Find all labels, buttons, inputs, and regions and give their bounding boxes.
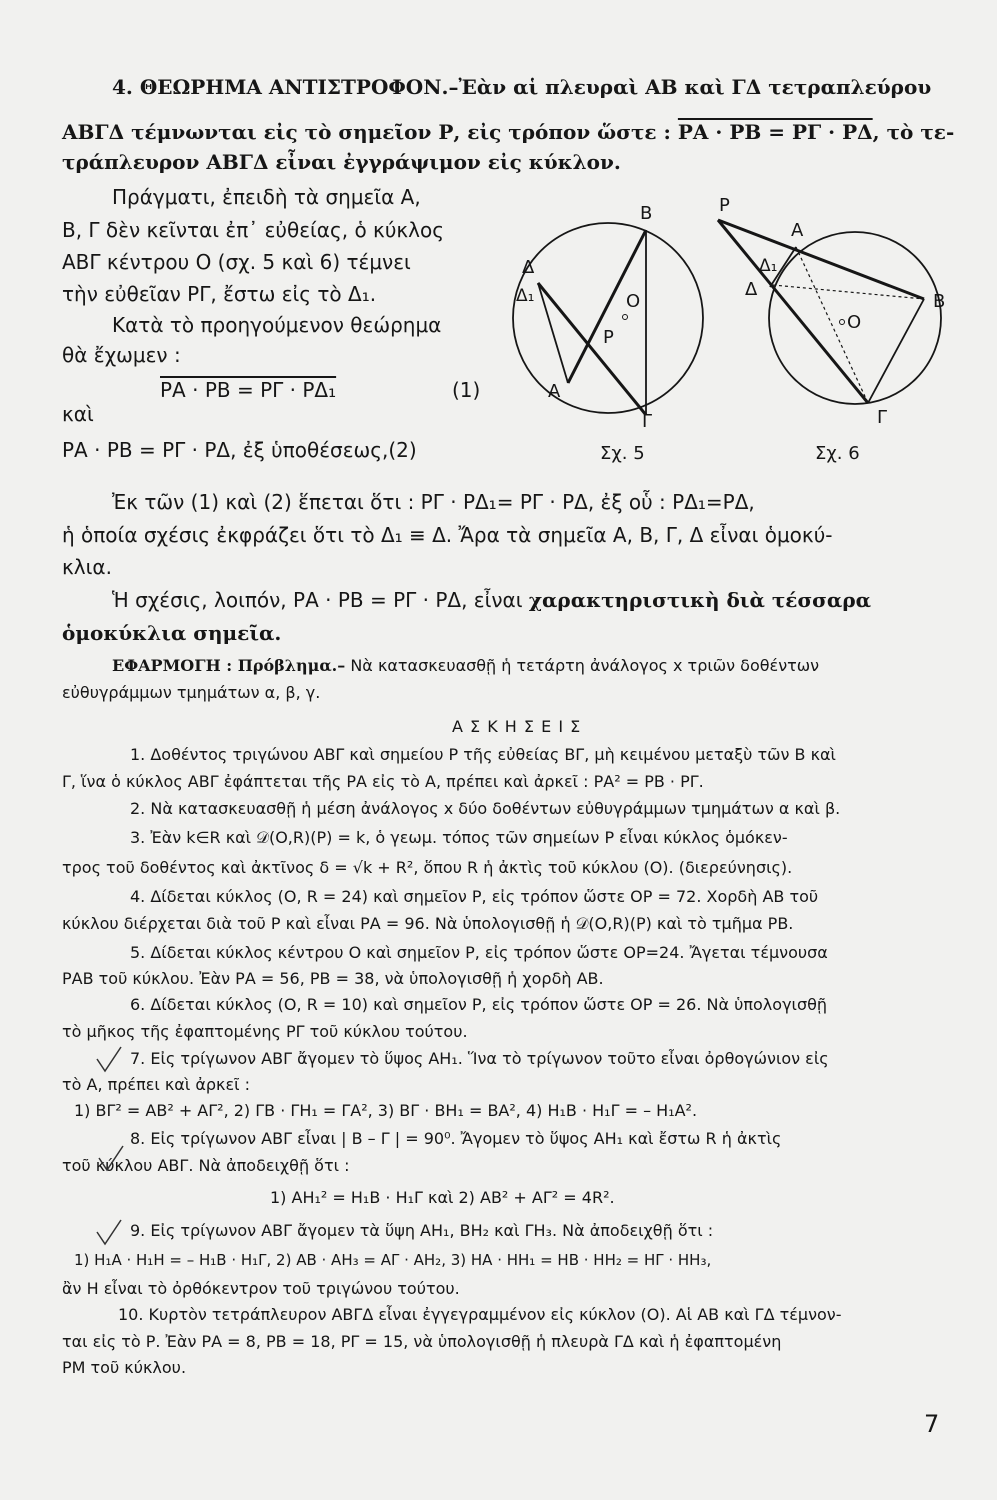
equation-1-text: ΡΑ · ΡΒ = ΡΓ · ΡΔ₁	[160, 378, 337, 402]
theorem-line-1	[112, 75, 931, 99]
characteristic-emphasis: χαρακτηριστικὴ διὰ τέσσαρα	[528, 588, 872, 612]
equation-1-number: (1)	[452, 378, 481, 402]
application-label: ΕΦΑΡΜΟΓΗ : Πρόβλημα.–	[112, 656, 346, 675]
application-line-2: εὐθυγράμμων τμημάτων α, β, γ.	[62, 683, 321, 702]
exercise-7-line: τὸ Α, πρέπει καὶ ἀρκεῖ :	[62, 1075, 250, 1094]
checkmark-icon	[97, 1144, 127, 1174]
fig6-label-p: Ρ	[719, 195, 730, 216]
fig5-label-p: Ρ	[603, 327, 614, 348]
characteristic-line-2: ὁμοκύκλια σημεῖα.	[62, 621, 282, 645]
theorem-line-3: τράπλευρον ΑΒΓΔ εἶναι ἐγγράψιμον εἰς κύκλον.	[62, 150, 621, 174]
application-line-1	[112, 656, 819, 675]
characteristic-text: Ἡ σχέσις, λοιπόν, ΡΑ · ΡΒ = ΡΓ · ΡΔ, εἶναι	[112, 588, 529, 612]
page-number: 7	[924, 1410, 940, 1438]
equation-1	[160, 378, 336, 402]
fig5-label-a: Α	[548, 381, 561, 402]
application-text: Νὰ κατασκευασθῇ ἡ τετάρτη ἀνάλογος x τριῶν δοθέντων	[345, 656, 820, 675]
exercise-5-line: ΡΑΒ τοῦ κύκλου. Ἐὰν ΡΑ = 56, ΡΒ = 38, νὰ ὑπολογισθῇ ἡ χορδὴ ΑΒ.	[62, 969, 604, 988]
fig6-caption: Σχ. 6	[815, 443, 860, 464]
exercise-10-line: ται εἰς τὸ Ρ. Ἐὰν ΡΑ = 8, ΡΒ = 18, ΡΓ = 15, νὰ ὑπολογισθῇ ἡ πλευρὰ ΓΔ καὶ ἡ ἐφαπτομένη	[62, 1332, 782, 1351]
exercise-1-line: 1. Δοθέντος τριγώνου ΑΒΓ καὶ σημείου Ρ τῆς εὐθείας ΒΓ, μὴ κειμένου μεταξὺ τῶν Β καὶ	[130, 745, 836, 764]
exercise-9-line: 9. Εἰς τρίγωνον ΑΒΓ ἄγομεν τὰ ὕψη ΑΗ₁, ΒΗ₂ καὶ ΓΗ₃. Νὰ ἀποδειχθῇ ὅτι :	[130, 1221, 714, 1240]
proof-line: ΑΒΓ κέντρου Ο (σχ. 5 καὶ 6) τέμνει	[62, 250, 411, 274]
fig5-line-ad	[538, 283, 568, 383]
exercise-4-line: 4. Δίδεται κύκλος (Ο, R = 24) καὶ σημεῖον Ρ, εἰς τρόπον ὥστε ΟΡ = 72. Χορδὴ ΑΒ τοῦ	[130, 887, 819, 906]
exercise-4-line: κύκλου διέρχεται διὰ τοῦ Ρ καὶ εἶναι ΡΑ = 96. Νὰ ὑπολογισθῇ ἡ 𝒟(O,R)(P) καὶ τὸ τμῆμα ΡΒ.	[62, 914, 794, 933]
exercises-title: Α Σ Κ Η Σ Ε Ι Σ	[452, 717, 582, 736]
exercise-7-line: 7. Εἰς τρίγωνον ΑΒΓ ἄγομεν τὸ ὕψος ΑΗ₁. Ἵνα τὸ τρίγωνον τοῦτο εἶναι ὀρθογώνιον εἰς	[130, 1049, 829, 1068]
fig6-label-d1: Δ₁	[759, 256, 778, 276]
fig5-label-d: Δ	[522, 257, 535, 278]
exercise-1-line: Γ, ἵνα ὁ κύκλος ΑΒΓ ἐφάπτεται τῆς ΡΑ εἰς τὸ Α, πρέπει καὶ ἀρκεῖ : ΡΑ² = ΡΒ · ΡΓ.	[62, 772, 704, 791]
exercise-8-line: 1) ΑΗ₁² = Η₁Β · Η₁Γ καὶ 2) ΑΒ² + ΑΓ² = 4R².	[270, 1188, 615, 1207]
checkmark-icon	[95, 1045, 125, 1075]
exercise-3-line: τρος τοῦ δοθέντος καὶ ἀκτῖνος δ = √k + R², ὅπου R ἡ ἀκτὶς τοῦ κύκλου (Ο). (διερεύνησις).	[62, 858, 793, 877]
fig5-caption: Σχ. 5	[600, 443, 645, 464]
exercise-9-line: 1) Η₁Α · Η₁Η = – Η₁Β · Η₁Γ, 2) ΑΒ · ΑΗ₃ = ΑΓ · ΑΗ₂, 3) ΗΑ · ΗΗ₁ = ΗΒ · ΗΗ₂ = ΗΓ · ΗΗ₃,	[74, 1251, 712, 1269]
exercise-2-line: 2. Νὰ κατασκευασθῇ ἡ μέση ἀνάλογος x δύο δοθέντων εὐθυγράμμων τμημάτων α καὶ β.	[130, 799, 841, 818]
fig6-label-b: Β	[933, 291, 946, 312]
proof-line: Β, Γ δὲν κεῖνται ἐπ᾿ εὐθείας, ὁ κύκλος	[62, 218, 444, 242]
equation-2: ΡΑ · ΡΒ = ΡΓ · ΡΔ, ἐξ ὑποθέσεως,(2)	[62, 438, 417, 462]
conclusion-line-2: ἡ ὁποία σχέσις ἐκφράζει ὅτι τὸ Δ₁ ≡ Δ. Ἄρα τὰ σημεῖα Α, Β, Γ, Δ εἶναι ὁμοκύ-	[62, 523, 833, 547]
proof-line: Πράγματι, ἐπειδὴ τὰ σημεῖα Α,	[112, 185, 421, 209]
theorem-statement-part: , τὸ τε-	[872, 120, 955, 144]
proof-line: τὴν εὐθεῖαν ΡΓ, ἔστω εἰς τὸ Δ₁.	[62, 282, 377, 306]
proof-line: θὰ ἔχωμεν :	[62, 343, 181, 367]
fig6-point-o	[840, 320, 845, 325]
fig5-point-o	[623, 315, 628, 320]
fig5-label-b: Β	[640, 203, 653, 224]
checkmark-icon	[95, 1218, 125, 1248]
exercise-6-line: 6. Δίδεται κύκλος (Ο, R = 10) καὶ σημεῖον Ρ, εἰς τρόπον ὥστε ΟΡ = 26. Νὰ ὑπολογισθῇ	[130, 995, 828, 1014]
fig5-label-g: Γ	[642, 411, 653, 432]
figure-5	[510, 195, 710, 475]
theorem-heading: 4. ΘΕΩΡΗΜΑ ΑΝΤΙΣΤΡΟΦΟΝ.–	[112, 75, 459, 99]
exercise-10-line: ΡΜ τοῦ κύκλου.	[62, 1358, 187, 1377]
conclusion-line-1: Ἐκ τῶν (1) καὶ (2) ἕπεται ὅτι : ΡΓ · ΡΔ₁= ΡΓ · ΡΔ, ἐξ οὗ : ΡΔ₁=ΡΔ,	[112, 490, 755, 514]
fig5-circle	[513, 223, 703, 413]
exercise-7-line: 1) ΒΓ² = ΑΒ² + ΑΓ², 2) ΓΒ · ΓΗ₁ = ΓΑ², 3) ΒΓ · ΒΗ₁ = ΒΑ², 4) Η₁Β · Η₁Γ = – Η₁Α².	[74, 1101, 698, 1120]
fig6-dashed-db	[773, 285, 924, 299]
fig5-label-d1: Δ₁	[516, 286, 535, 306]
characteristic-line-1	[112, 588, 871, 612]
theorem-statement-part: ΑΒΓΔ τέμνωνται εἰς τὸ σημεῖον Ρ, εἰς τρόπον ὥστε :	[62, 120, 678, 144]
fig6-label-a: Α	[791, 220, 804, 241]
exercise-6-line: τὸ μῆκος τῆς ἐφαπτομένης ΡΓ τοῦ κύκλου τούτου.	[62, 1022, 468, 1041]
exercise-8-line: τοῦ κύκλου ΑΒΓ. Νὰ ἀποδειχθῇ ὅτι :	[62, 1156, 350, 1175]
fig6-line-bg	[868, 299, 924, 403]
exercise-9-line: ἂν Η εἶναι τὸ ὀρθόκεντρον τοῦ τριγώνου τούτου.	[62, 1279, 460, 1298]
theorem-statement: Ἐὰν αἱ πλευραὶ ΑΒ καὶ ΓΔ τετραπλεύρου	[458, 75, 932, 99]
fig6-label-g: Γ	[877, 407, 888, 428]
fig6-label-d: Δ	[745, 279, 758, 300]
figure-6	[715, 195, 965, 475]
exercise-8-line: 8. Εἰς τρίγωνον ΑΒΓ εἶναι | Β – Γ | = 90⁰. Ἄγομεν τὸ ὕψος ΑΗ₁ καὶ ἔστω R ἡ ἀκτὶς	[130, 1129, 782, 1148]
exercise-5-line: 5. Δίδεται κύκλος κέντρου Ο καὶ σημεῖον Ρ, εἰς τρόπον ὥστε ΟΡ=24. Ἄγεται τέμνουσα	[130, 943, 828, 962]
kai-word: καὶ	[62, 402, 94, 426]
proof-line: Κατὰ τὸ προηγούμενον θεώρημα	[112, 313, 442, 337]
exercise-10-line: 10. Κυρτὸν τετράπλευρον ΑΒΓΔ εἶναι ἐγγεγραμμένον εἰς κύκλον (Ο). Αἱ ΑΒ καὶ ΓΔ τέμνον-	[118, 1305, 842, 1324]
fig6-label-o: Ο	[847, 312, 862, 333]
fig5-label-o: Ο	[626, 291, 641, 312]
theorem-relation: ΡΑ · ΡΒ = ΡΓ · ΡΔ	[677, 120, 873, 144]
conclusion-line-3: κλια.	[62, 555, 112, 579]
exercise-3-line: 3. Ἐὰν k∈R καὶ 𝒟(O,R)(P) = k, ὁ γεωμ. τόπος τῶν σημείων Ρ εἶναι κύκλος ὁμόκεν-	[130, 828, 788, 847]
theorem-line-2	[62, 120, 954, 144]
